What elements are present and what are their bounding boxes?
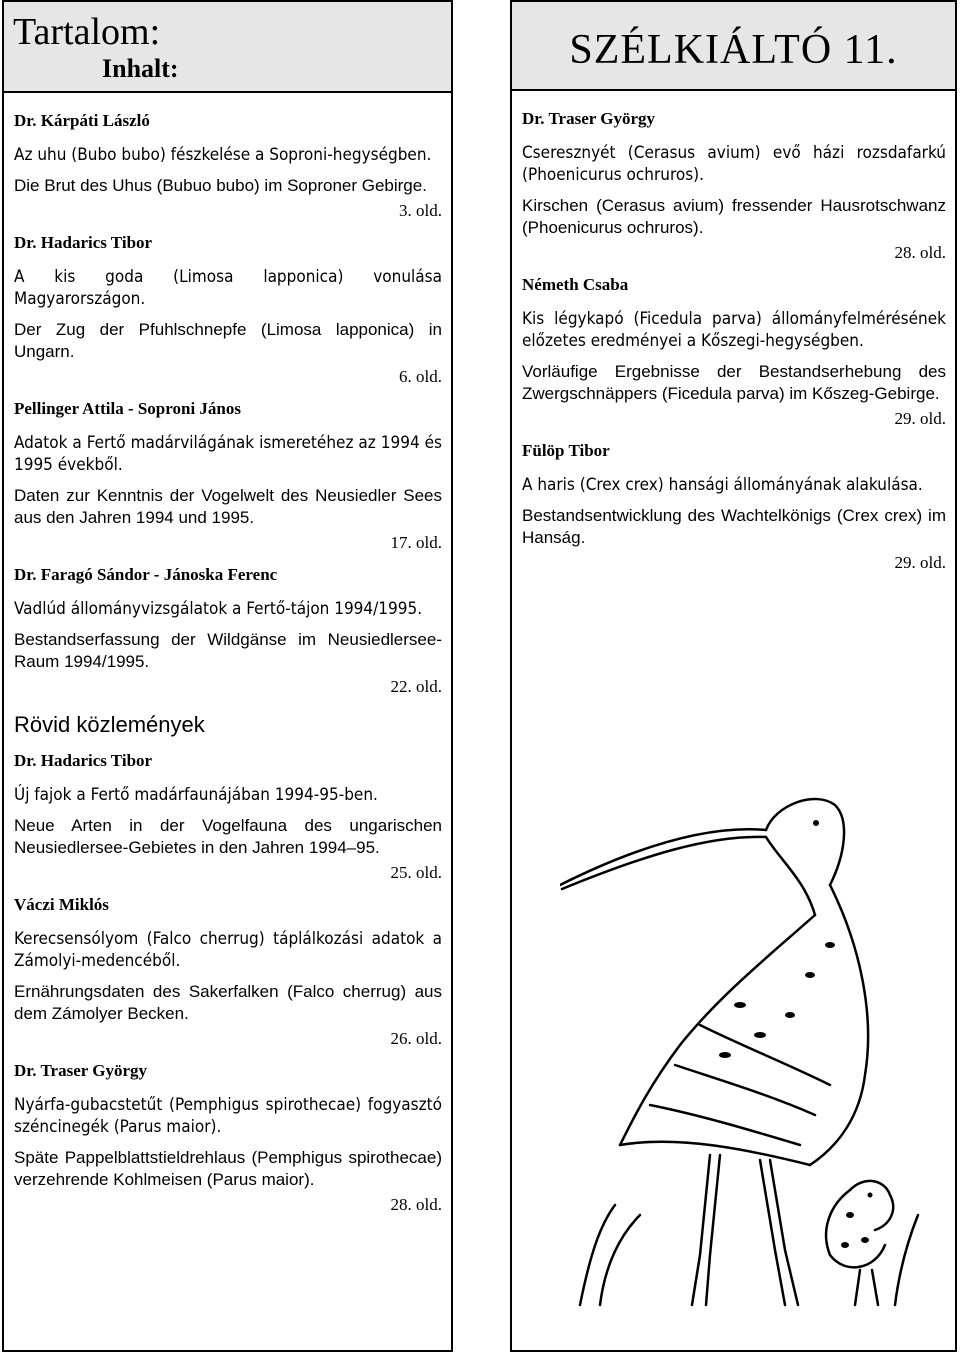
article-title-hu: Nyárfa-gubacstetűt (Pemphigus spirothecae) fogyasztó széncinegék (Parus maior). (14, 1095, 442, 1137)
article-title-de: Ernährungsdaten des Sakerfalken (Falco cherrug) aus dem Zámolyer Becken. (14, 982, 442, 1023)
article-entry (14, 564, 442, 698)
contents-column (2, 0, 453, 1352)
article-author: Váczi Miklós (14, 895, 109, 914)
article-title-hu: Új fajok a Fertő madárfaunájában 1994-95-ben. (14, 785, 378, 805)
magazine-title: SZÉLKIÁLTÓ 11. (569, 27, 898, 73)
article-entry (14, 110, 442, 222)
article-title-de: Die Brut des Uhus (Bubuo bubo) im Soproner Gebirge. (14, 176, 427, 195)
contents-list-continued (522, 104, 946, 584)
article-title-de: Kirschen (Cerasus avium) fressender Hausrotschwanz (Phoenicurus ochruros). (522, 196, 946, 237)
short-entry (14, 1060, 442, 1216)
short-entry (14, 750, 442, 884)
article-title-hu: Vadlúd állományvizsgálatok a Fertő-tájon 1994/1995. (14, 599, 423, 619)
article-page: 28. old. (390, 1195, 442, 1214)
article-title-hu: A haris (Crex crex) hansági állományának alakulása. (522, 475, 923, 495)
article-author: Dr. Traser György (14, 1061, 147, 1080)
article-page: 17. old. (390, 533, 442, 552)
short-entry (522, 440, 946, 574)
short-entry (14, 894, 442, 1050)
article-title-de: Bestandserfassung der Wildgänse im Neusiedlersee-Raum 1994/1995. (14, 630, 442, 671)
short-entry (522, 108, 946, 264)
magazine-header (512, 2, 955, 91)
article-entry (14, 232, 442, 388)
contents-subtitle: Inhalt: (102, 54, 179, 83)
article-page: 6. old. (399, 367, 442, 386)
article-author: Dr. Faragó Sándor - Jánoska Ferenc (14, 565, 278, 584)
article-author: Fülöp Tibor (522, 441, 610, 460)
article-author: Pellinger Attila - Soproni János (14, 399, 242, 418)
article-author: Németh Csaba (522, 275, 629, 294)
article-page: 28. old. (894, 243, 946, 262)
article-title-hu: Cseresznyét (Cerasus avium) evő házi rozsdafarkú (Phoenicurus ochruros). (522, 143, 946, 185)
curlew-illustration (560, 785, 920, 1315)
article-title-de: Der Zug der Pfuhlschnepfe (Limosa lapponica) in Ungarn. (14, 320, 442, 361)
article-title-hu: A kis goda (Limosa lapponica) vonulása Magyarországon. (14, 267, 442, 309)
article-author: Dr. Traser György (522, 109, 655, 128)
article-title-de: Bestandsentwicklung des Wachtelkönigs (Crex crex) im Hanság. (522, 506, 946, 547)
article-author: Dr. Hadarics Tibor (14, 233, 153, 252)
article-page: 3. old. (399, 201, 442, 220)
article-title-de: Neue Arten in der Vogelfauna des ungarischen Neusiedlersee-Gebietes in den Jahren 1994–95. (14, 816, 442, 857)
article-page: 22. old. (390, 677, 442, 696)
article-title-hu: Az uhu (Bubo bubo) fészkelése a Soproni-hegységben. (14, 145, 432, 165)
article-page: 25. old. (390, 863, 442, 882)
article-title-de: Späte Pappelblattstieldrehlaus (Pemphigus spirothecae) verzehrende Kohlmeisen (Parus maior). (14, 1148, 442, 1189)
contents-list (14, 106, 442, 1226)
article-page: 26. old. (390, 1029, 442, 1048)
article-title-de: Daten zur Kenntnis der Vogelwelt des Neusiedler Sees aus den Jahren 1994 und 1995. (14, 486, 442, 527)
article-entry (14, 398, 442, 554)
article-title-de: Vorläufige Ergebnisse der Bestandserhebung des Zwergschnäppers (Ficedula parva) im Kőszeg-Gebirge. (522, 362, 946, 403)
article-title-hu: Kerecsensólyom (Falco cherrug) táplálkozási adatok a Zámolyi-medencéből. (14, 929, 442, 971)
contents-header (4, 2, 451, 93)
article-page: 29. old. (894, 553, 946, 572)
article-author: Dr. Kárpáti László (14, 111, 150, 130)
article-author: Dr. Hadarics Tibor (14, 751, 153, 770)
article-title-hu: Kis légykapó (Ficedula parva) állományfelmérésének előzetes eredményei a Kőszegi-hegységben. (522, 309, 946, 351)
short-entry (522, 274, 946, 430)
contents-title: Tartalom: (13, 11, 161, 53)
short-communications-heading: Rövid közlemények (14, 712, 205, 737)
article-page: 29. old. (894, 409, 946, 428)
article-title-hu: Adatok a Fertő madárvilágának ismeretéhez az 1994 és 1995 évekből. (14, 433, 442, 475)
